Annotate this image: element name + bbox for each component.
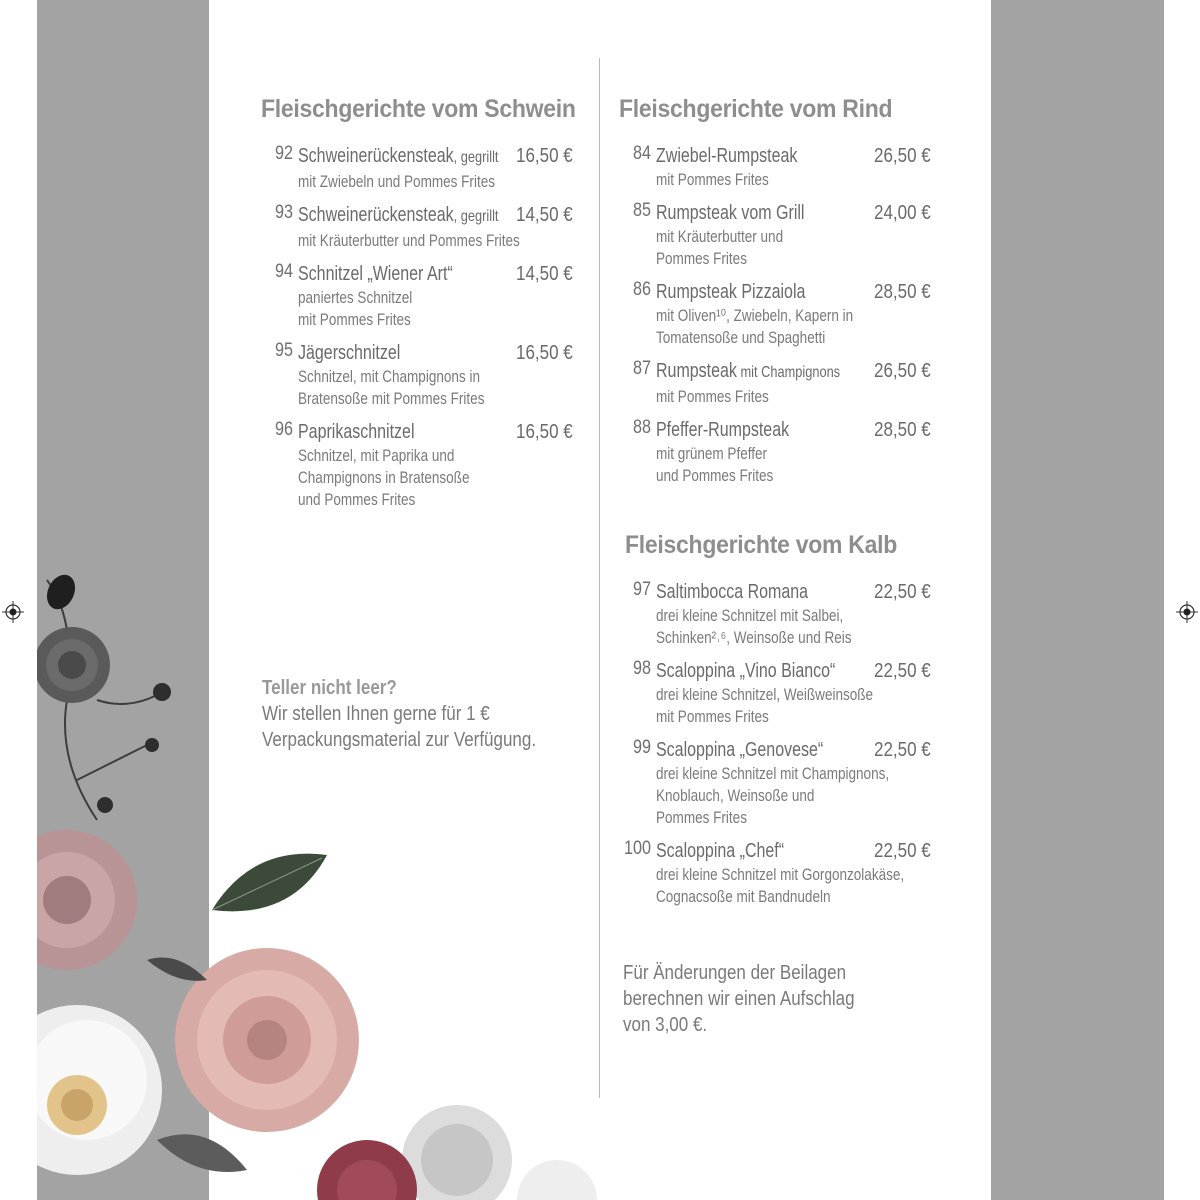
item-number: 99 (633, 737, 651, 758)
flower-illustration (37, 560, 597, 1200)
item-price: 22,50 € (874, 840, 931, 862)
item-description: und Pommes Frites (298, 491, 416, 509)
item-description: Pommes Frites (656, 809, 747, 827)
section-title-schwein: Fleischgerichte vom Schwein (261, 95, 576, 123)
item-name (656, 358, 840, 386)
item-name-main: Scaloppina „Vino Bianco“ (656, 660, 836, 682)
item-number: 88 (633, 417, 651, 438)
item-price: 14,50 € (516, 204, 573, 226)
item-price: 28,50 € (874, 281, 931, 303)
item-price: 16,50 € (516, 145, 573, 167)
item-number: 92 (275, 143, 293, 164)
item-description: mit Pommes Frites (298, 311, 411, 329)
item-description: Knoblauch, Weinsoße und (656, 787, 815, 805)
item-name (656, 279, 805, 305)
item-price: 26,50 € (874, 145, 931, 167)
item-name-suffix: , gegrillt (453, 208, 499, 225)
menu-item (619, 279, 931, 349)
item-description: Schnitzel, mit Paprika und (298, 447, 455, 465)
menu-item (619, 358, 931, 408)
surcharge-note-line: berechnen wir einen Aufschlag (623, 988, 855, 1010)
item-description: paniertes Schnitzel (298, 289, 413, 307)
menu-item (261, 202, 573, 252)
menu-item (261, 143, 573, 193)
item-number: 94 (275, 261, 293, 282)
section-title-rind: Fleischgerichte vom Rind (619, 95, 893, 123)
item-name-main: Scaloppina „Genovese“ (656, 739, 824, 761)
item-description: Tomatensoße und Spaghetti (656, 329, 826, 347)
item-description: drei kleine Schnitzel mit Champignons, (656, 765, 890, 783)
item-name-main: Zwiebel-Rumpsteak (656, 145, 798, 167)
item-price: 14,50 € (516, 263, 573, 285)
menu-item (619, 737, 931, 829)
item-number: 86 (633, 279, 651, 300)
item-description: Pommes Frites (656, 250, 747, 268)
item-name-main: Jägerschnitzel (298, 342, 401, 364)
item-price: 24,00 € (874, 202, 931, 224)
item-name-suffix: mit Champignons (736, 364, 841, 381)
item-name (298, 202, 498, 230)
item-name-suffix: , gegrillt (453, 149, 499, 166)
item-number: 98 (633, 658, 651, 679)
item-name (298, 143, 498, 171)
item-number: 100 (624, 838, 651, 859)
item-name (298, 261, 453, 287)
item-description: drei kleine Schnitzel mit Gorgonzolakäse, (656, 866, 905, 884)
leftover-note-line: Wir stellen Ihnen gerne für 1 € (262, 703, 490, 725)
menu-item (261, 261, 573, 331)
menu-item (619, 143, 931, 191)
item-number: 97 (633, 579, 651, 600)
item-description: drei kleine Schnitzel mit Salbei, (656, 607, 844, 625)
leftover-note-title: Teller nicht leer? (262, 677, 397, 699)
item-name-main: Rumpsteak Pizzaiola (656, 281, 806, 303)
item-description: mit Pommes Frites (656, 171, 769, 189)
item-number: 87 (633, 358, 651, 379)
item-name (656, 737, 823, 763)
item-name (656, 143, 797, 169)
menu-item (619, 200, 931, 270)
item-description: mit Zwiebeln und Pommes Frites (298, 173, 496, 191)
right-gray-panel (991, 0, 1164, 1200)
item-name-main: Scaloppina „Chef“ (656, 840, 785, 862)
menu-item (619, 579, 931, 649)
item-number: 96 (275, 419, 293, 440)
item-price: 22,50 € (874, 660, 931, 682)
item-description: drei kleine Schnitzel, Weißweinsoße (656, 686, 874, 704)
kalb-section (625, 531, 931, 917)
menu-list-rind (619, 143, 931, 487)
rind-section (619, 95, 931, 496)
item-number: 85 (633, 200, 651, 221)
item-description: Schinken²˒⁶, Weinsoße und Reis (656, 629, 852, 647)
surcharge-note-line: Für Änderungen der Beilagen (623, 962, 847, 984)
item-description: mit Kräuterbutter und (656, 228, 784, 246)
menu-item (619, 417, 931, 487)
menu-list-kalb (619, 579, 931, 908)
menu-list-schwein (261, 143, 573, 511)
schwein-section (261, 95, 576, 520)
menu-item (619, 838, 931, 908)
item-name-main: Schweinerückensteak (298, 204, 454, 226)
item-description: mit Oliven¹⁰, Zwiebeln, Kapern in (656, 307, 854, 325)
item-description: Bratensoße mit Pommes Frites (298, 390, 485, 408)
item-name-main: Schnitzel „Wiener Art“ (298, 263, 453, 285)
item-price: 22,50 € (874, 739, 931, 761)
item-name (656, 579, 808, 605)
item-name (656, 838, 784, 864)
item-name (656, 200, 804, 226)
item-name-main: Pfeffer-Rumpsteak (656, 419, 790, 441)
item-description: Champignons in Bratensoße (298, 469, 470, 487)
item-number: 95 (275, 340, 293, 361)
item-description: mit Kräuterbutter und Pommes Frites (298, 232, 520, 250)
item-name-main: Rumpsteak (656, 360, 737, 382)
menu-item (619, 658, 931, 728)
item-name-main: Schweinerückensteak (298, 145, 454, 167)
item-name-main: Rumpsteak vom Grill (656, 202, 805, 224)
item-number: 93 (275, 202, 293, 223)
item-name (298, 419, 415, 445)
item-name-main: Paprikaschnitzel (298, 421, 415, 443)
column-divider (599, 58, 600, 1098)
item-description: mit Pommes Frites (656, 708, 769, 726)
item-description: Schnitzel, mit Champignons in (298, 368, 480, 386)
item-name (656, 658, 835, 684)
item-price: 26,50 € (874, 360, 931, 382)
leftover-note (262, 675, 536, 753)
item-price: 16,50 € (516, 342, 573, 364)
menu-item (261, 340, 573, 410)
item-name (298, 340, 400, 366)
item-name-main: Saltimbocca Romana (656, 581, 809, 603)
item-number: 84 (633, 143, 651, 164)
side-dish-surcharge-note (623, 960, 855, 1038)
leftover-note-line: Verpackungsmaterial zur Verfügung. (262, 729, 537, 751)
section-title-kalb: Fleischgerichte vom Kalb (625, 531, 898, 559)
item-description: mit grünem Pfeffer (656, 445, 768, 463)
registration-mark-right-icon (1176, 601, 1198, 623)
menu-item (261, 419, 573, 511)
item-name (656, 417, 789, 443)
item-description: mit Pommes Frites (656, 388, 769, 406)
item-price: 22,50 € (874, 581, 931, 603)
registration-mark-left-icon (2, 601, 24, 623)
item-description: und Pommes Frites (656, 467, 774, 485)
item-description: Cognacsoße mit Bandnudeln (656, 888, 831, 906)
item-price: 28,50 € (874, 419, 931, 441)
surcharge-note-line: von 3,00 €. (623, 1014, 708, 1036)
item-price: 16,50 € (516, 421, 573, 443)
